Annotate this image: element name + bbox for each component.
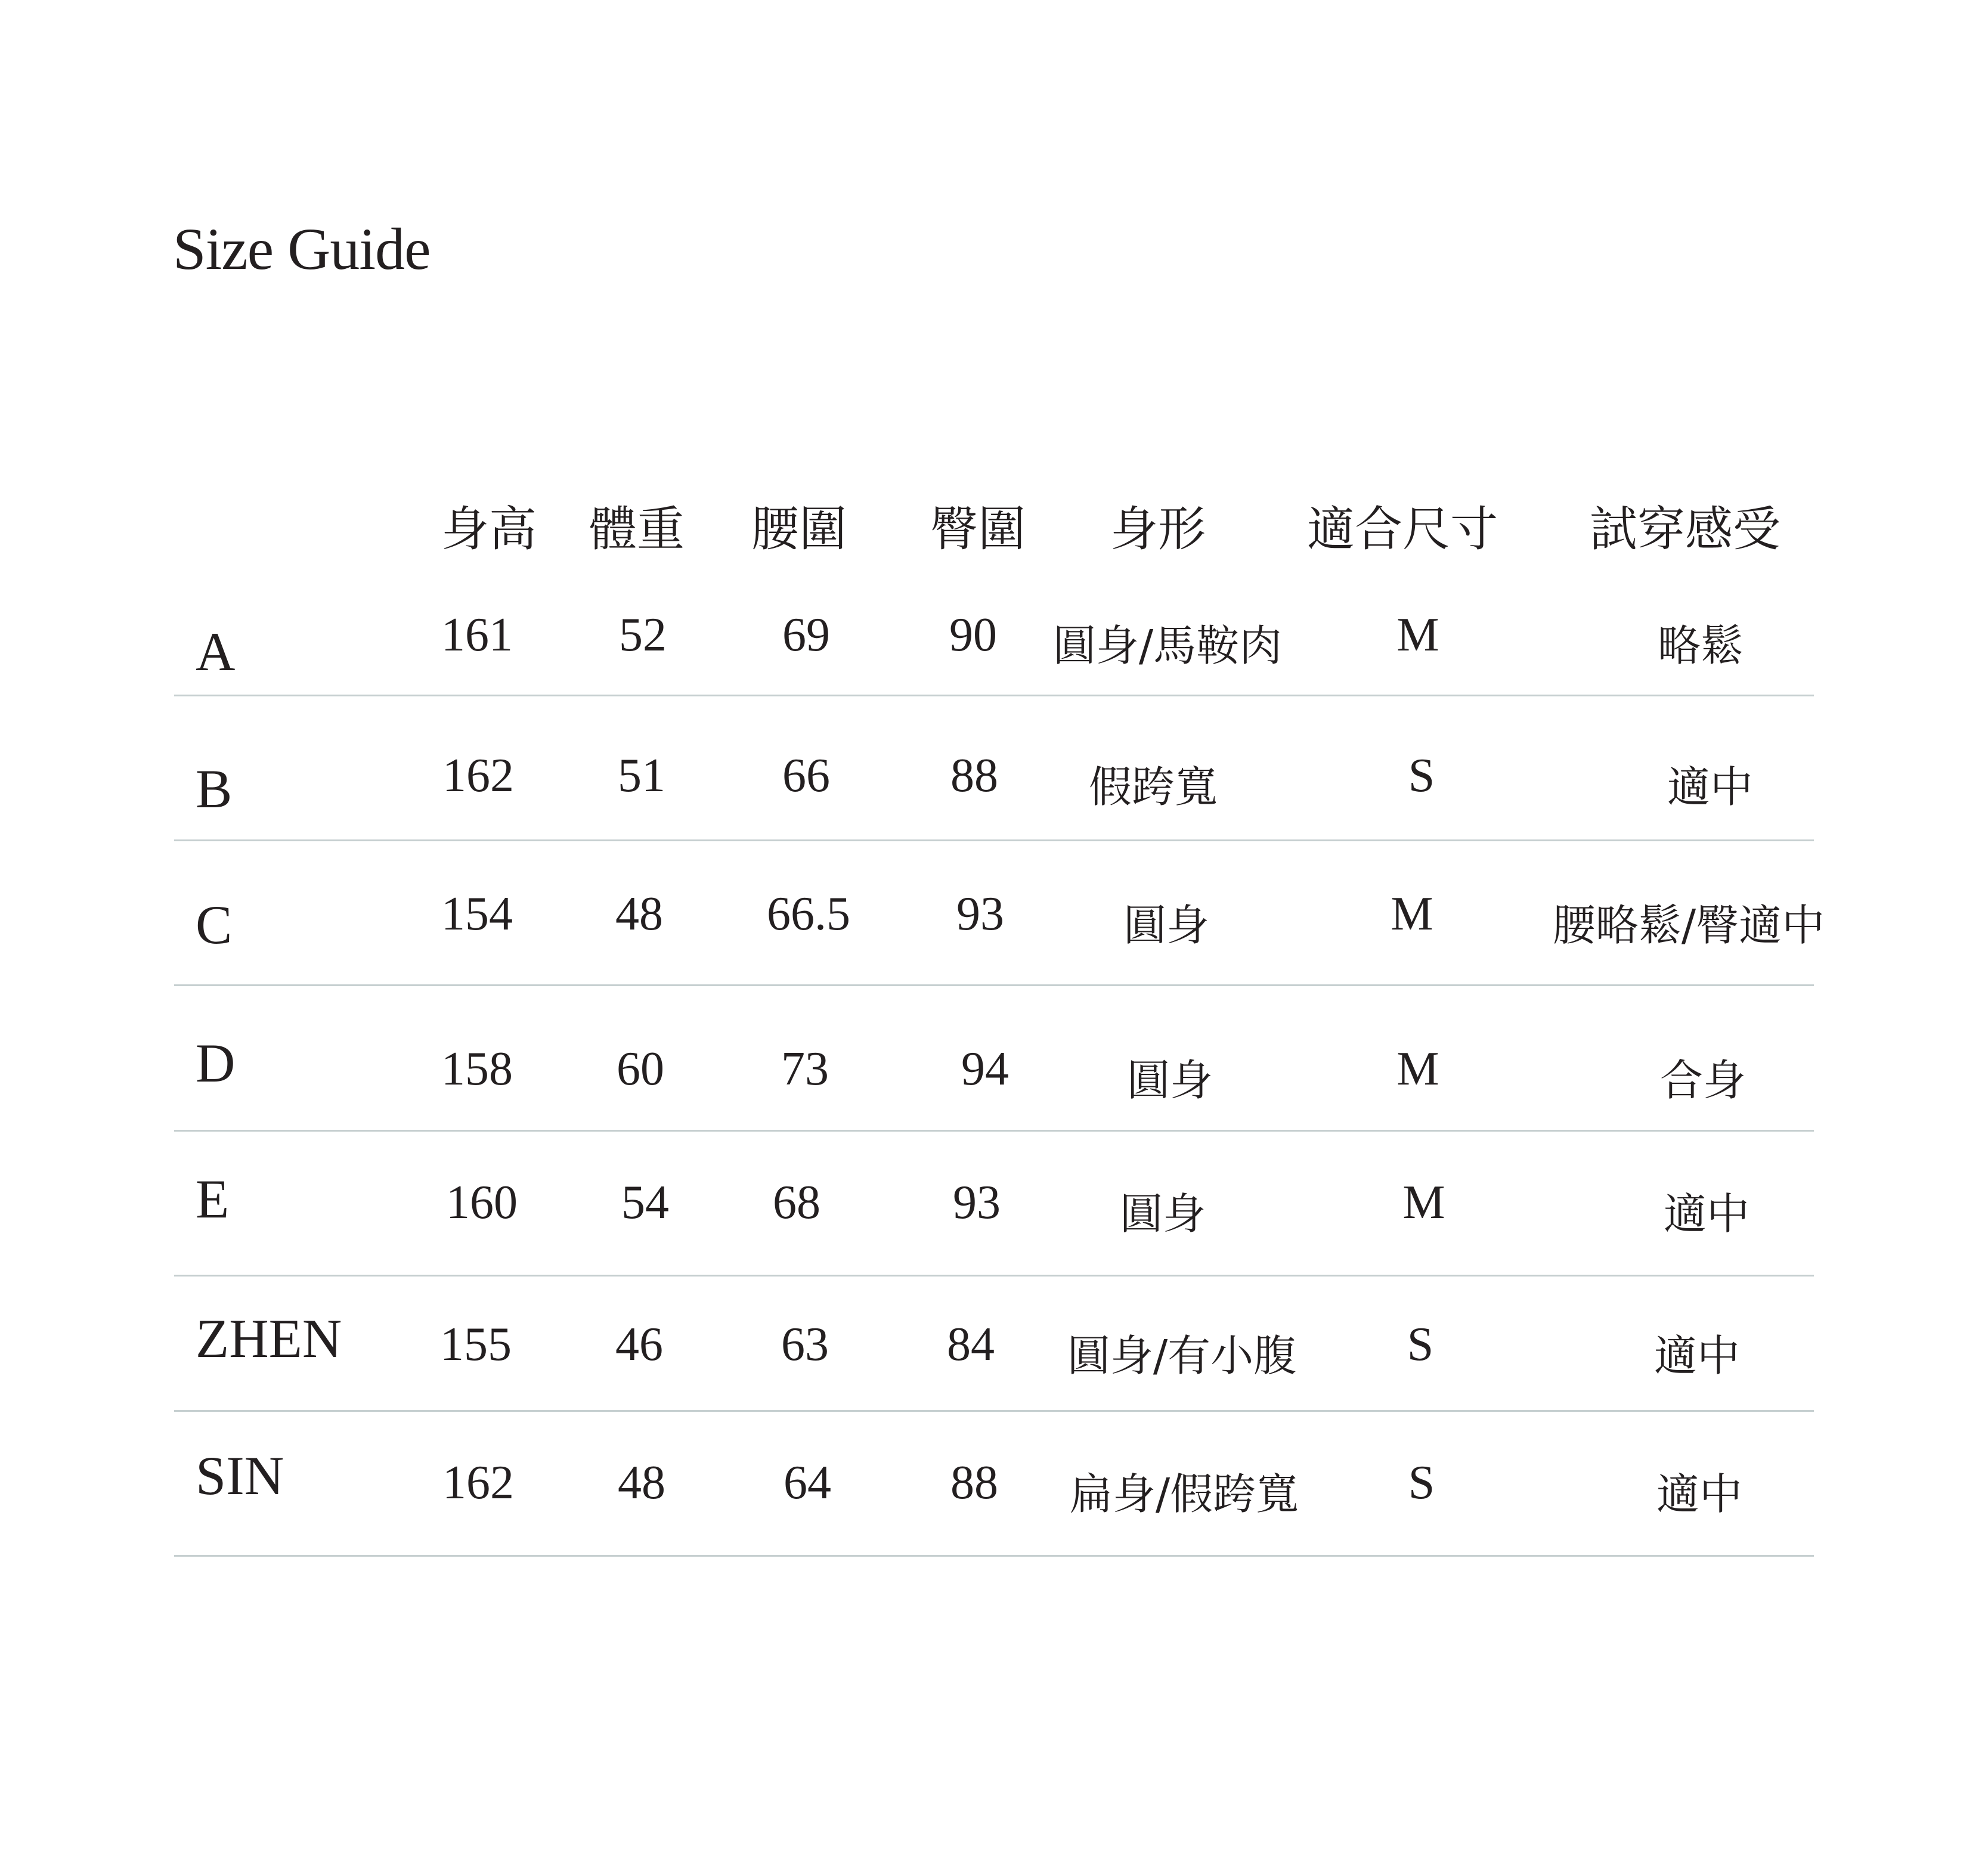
cell-waist: 66.5 [767,888,850,940]
cell-waist: 73 [781,1043,829,1095]
header-waist: 腰圍 [751,501,847,557]
cell-shape: 圓身 [1123,900,1210,950]
cell-hip: 90 [949,609,997,661]
cell-size: S [1408,1457,1435,1509]
cell-size: M [1391,888,1433,940]
row-label: D [196,1033,236,1093]
cell-shape: 圓身/馬鞍肉 [1052,621,1283,671]
header-weight: 體重 [589,501,685,557]
row-label: ZHEN [196,1308,342,1369]
cell-feel: 適中 [1653,1331,1741,1381]
cell-hip: 88 [950,749,998,802]
cell-height: 155 [440,1318,512,1371]
cell-weight: 60 [617,1043,664,1095]
cell-hip: 93 [953,1176,1001,1229]
page-title: Size Guide [173,216,431,282]
cell-size: S [1408,749,1435,802]
cell-shape: 扁身/假跨寬 [1069,1469,1299,1519]
cell-waist: 64 [784,1457,831,1509]
cell-feel: 適中 [1667,762,1754,812]
cell-hip: 93 [956,888,1004,940]
cell-feel: 適中 [1656,1469,1743,1519]
cell-height: 162 [442,749,514,802]
header-body-shape: 身形 [1110,501,1206,557]
header-fit-size: 適合尺寸 [1307,501,1498,557]
cell-shape: 假跨寬 [1088,762,1218,812]
row-divider [174,1410,1814,1412]
header-hip: 臀圍 [930,501,1026,557]
cell-height: 160 [446,1176,518,1229]
row-divider [174,695,1814,696]
cell-weight: 52 [619,609,667,661]
cell-size: S [1407,1318,1434,1371]
row-divider [174,1555,1814,1557]
cell-feel: 合身 [1659,1055,1747,1105]
cell-feel: 略鬆 [1657,621,1744,671]
cell-waist: 69 [782,609,830,661]
row-divider [174,1275,1814,1276]
cell-height: 158 [441,1043,513,1095]
cell-height: 162 [442,1457,514,1509]
cell-size: M [1396,609,1439,661]
row-divider [174,1130,1814,1132]
cell-waist: 63 [781,1318,829,1371]
row-label: C [196,894,233,955]
row-label: E [196,1169,230,1229]
cell-hip: 84 [947,1318,995,1371]
cell-hip: 88 [950,1457,998,1509]
cell-weight: 54 [621,1176,669,1229]
row-label: A [196,621,236,682]
cell-feel: 適中 [1663,1189,1750,1239]
cell-weight: 51 [618,749,665,802]
cell-weight: 46 [615,1318,663,1371]
row-label: SIN [196,1445,284,1506]
cell-feel: 腰略鬆/臀適中 [1552,900,1825,950]
row-label: B [196,758,233,819]
cell-waist: 68 [773,1176,820,1229]
cell-waist: 66 [782,749,830,802]
row-divider [174,984,1814,986]
cell-weight: 48 [618,1457,665,1509]
cell-hip: 94 [961,1043,1009,1095]
row-divider [174,839,1814,841]
cell-size: M [1402,1176,1445,1229]
cell-weight: 48 [615,888,663,940]
cell-shape: 圓身 [1119,1189,1206,1239]
header-height: 身高 [441,501,537,557]
cell-height: 161 [441,609,513,661]
header-fit-feel: 試穿感受 [1590,501,1780,557]
cell-shape: 圓身/有小腹 [1067,1331,1297,1381]
cell-height: 154 [441,888,513,940]
cell-size: M [1396,1043,1439,1095]
cell-shape: 圓身 [1126,1055,1213,1105]
